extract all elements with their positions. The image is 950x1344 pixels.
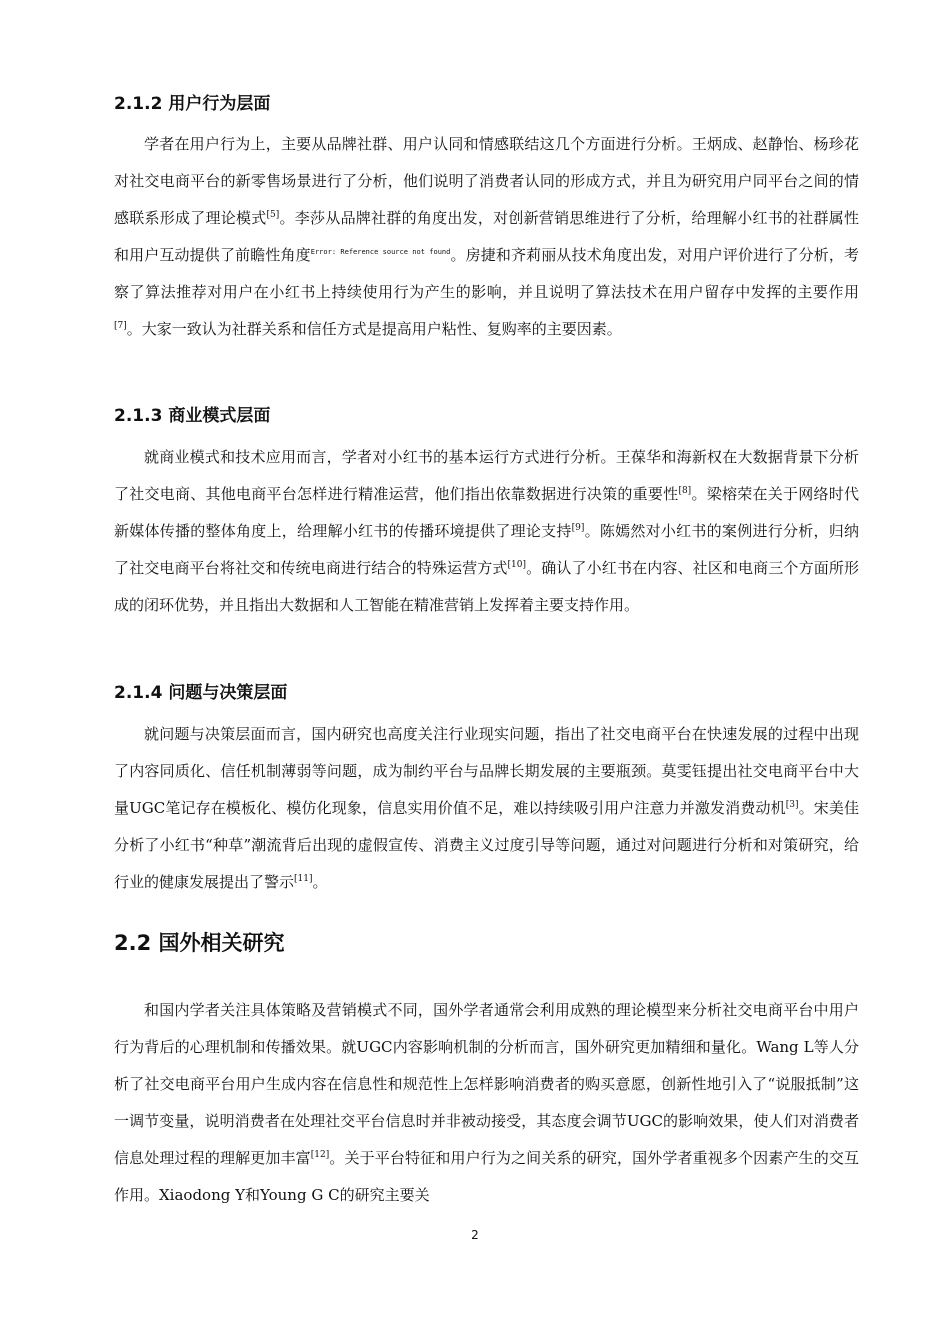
citation-12: [12] (310, 1150, 330, 1160)
page-number: 2 (471, 1228, 479, 1242)
section-heading-2-1-4: 2.1.4 问题与决策层面 (114, 683, 288, 703)
citation-10: [10] (507, 560, 526, 570)
citation-9: [9] (571, 523, 585, 533)
section-heading-2-1-3: 2.1.3 商业模式层面 (114, 406, 271, 426)
reference-error-text: Error: Reference source not found (310, 248, 451, 256)
citation-5: [5] (266, 210, 280, 220)
citation-3: [3] (785, 800, 799, 810)
citation-7: [7] (114, 321, 127, 331)
citation-8: [8] (678, 486, 692, 496)
paragraph-business-model: 就商业模式和技术应用而言，学者对小红书的基本运行方式进行分析。王葆华和海新权在大数据背景下分析了社交电商、其他电商平台怎样进行精准运营，他们指出依靠数据进行决策的重要性[8]。梁榕荣在关于网络时代新媒体传播的整体角度上，给理解小红书的传播环境提供了理论支持[9]。陈嫣然对小红书的案例进行分析，归纳了社交电商平台将社交和传统电商进行结合的特殊运营方式[10]。确认了小红书在内容、社区和电商三个方面所形成的闭环优势，并且指出大数据和人工智能在精准营销上发挥着主要支持作用。 (114, 448, 859, 614)
paragraph-foreign-research: 和国内学者关注具体策略及营销模式不同，国外学者通常会利用成熟的理论模型来分析社交电商平台中用户行为背后的心理机制和传播效果。就UGC内容影响机制的分析而言，国外研究更加精细和量化。Wang L等人分析了社交电商平台用户生成内容在信息性和规范性上怎样影响消费者的购买意愿，创新性地引入了“说服抵制”这一调节变量，说明消费者在处理社交平台信息时并非被动接受，其态度会调节UGC的影响效果，使人们对消费者信息处理过程的理解更加丰富[12]。关于平台特征和用户行为之间关系的研究，国外学者重视多个因素产生的交互作用。Xiaodong Y和Young G C的研究主要关 (114, 1001, 859, 1204)
section-heading-2-1-2: 2.1.2 用户行为层面 (114, 94, 271, 114)
citation-11: [11] (294, 874, 313, 884)
paragraph-user-behavior: 学者在用户行为上，主要从品牌社群、用户认同和情感联结这几个方面进行分析。王炳成、赵静怡、杨珍花对社交电商平台的新零售场景进行了分析，他们说明了消费者认同的形成方式，并且为研究用户同平台之间的情感联系形成了理论模式[5]。李莎从品牌社群的角度出发，对创新营销思维进行了分析，给理解小红书的社群属性和用户互动提供了前瞻性角度$^{Error: Reference source not found}$。房捷和齐莉丽从技术角度出发，对用户评价进行了分析，考察了算法推荐对用户在小红书上持续使用行为产生的影响，并且说明了算法技术在用户留存中发挥的主要作用[7]。大家一致认为社群关系和信任方式是提高用户粘性、复购率的主要因素。 (114, 135, 859, 338)
section-heading-2-2: 2.2 国外相关研究 (114, 931, 285, 955)
paragraph-problems-decisions: 就问题与决策层面而言，国内研究也高度关注行业现实问题，指出了社交电商平台在快速发展的过程中出现了内容同质化、信任机制薄弱等问题，成为制约平台与品牌长期发展的主要瓶颈。莫雯钰提出社交电商平台中大量UGC笔记存在模板化、模仿化现象，信息实用价值不足，难以持续吸引用户注意力并激发消费动机[3]。宋美佳分析了小红书“种草”潮流背后出现的虚假宣传、消费主义过度引导等问题，通过对问题进行分析和对策研究，给行业的健康发展提出了警示[11]。 (114, 725, 859, 891)
